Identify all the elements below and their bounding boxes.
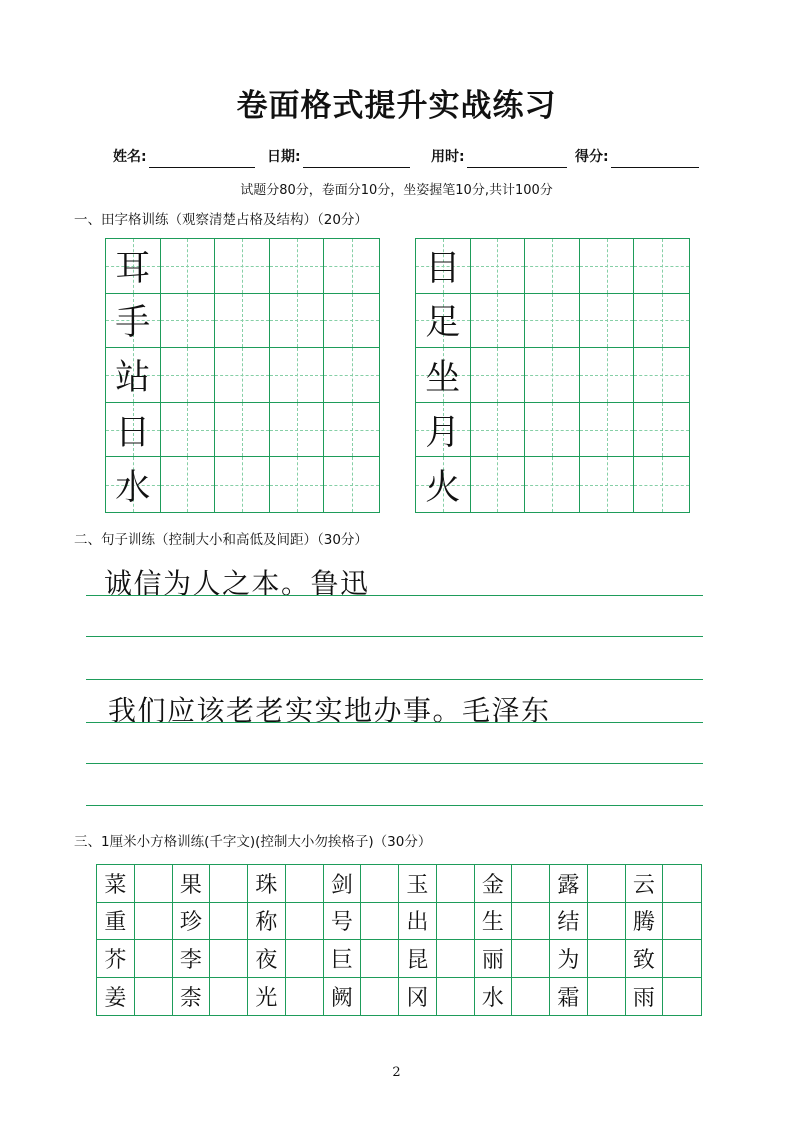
tianzige-cell[interactable] xyxy=(580,294,635,349)
tianzige-cell[interactable] xyxy=(215,239,270,294)
tianzige-cell[interactable] xyxy=(471,403,526,458)
model-char: 目 xyxy=(425,248,461,289)
grid-char: 霜 xyxy=(550,978,588,1016)
practice-cell[interactable] xyxy=(286,978,324,1016)
grid-char: 阙 xyxy=(324,978,362,1016)
model-char: 站 xyxy=(115,357,151,398)
score-label: 得分: xyxy=(575,149,609,165)
grid-char: 李 xyxy=(173,940,211,978)
writing-line[interactable] xyxy=(86,595,703,596)
tianzige-cell[interactable] xyxy=(525,239,580,294)
practice-cell[interactable] xyxy=(437,940,475,978)
tianzige-cell[interactable] xyxy=(215,348,270,403)
time-used-field[interactable] xyxy=(431,146,567,170)
practice-cell[interactable] xyxy=(588,903,626,941)
model-char: 耳 xyxy=(115,248,151,289)
writing-line[interactable] xyxy=(86,763,703,764)
tianzige-cell[interactable] xyxy=(161,294,216,349)
model-char: 水 xyxy=(115,467,151,508)
tianzige-cell[interactable] xyxy=(525,457,580,512)
tianzige-cell[interactable] xyxy=(580,457,635,512)
grid-char: 云 xyxy=(626,865,664,903)
writing-line[interactable] xyxy=(86,722,703,723)
model-char: 月 xyxy=(425,412,461,453)
model-char: 火 xyxy=(425,467,461,508)
tianzige-cell[interactable] xyxy=(270,403,325,458)
grid-char: 露 xyxy=(550,865,588,903)
name-underline xyxy=(149,167,255,168)
tianzige-cell[interactable] xyxy=(324,403,379,458)
grid-char: 夜 xyxy=(248,940,286,978)
practice-cell[interactable] xyxy=(210,940,248,978)
tianzige-cell[interactable] xyxy=(270,294,325,349)
practice-cell[interactable] xyxy=(210,978,248,1016)
section1-heading: 一、田字格训练（观察清楚占格及结构）（20分） xyxy=(74,212,368,228)
grid-char: 号 xyxy=(324,903,362,941)
tianzige-cell[interactable] xyxy=(106,239,161,294)
tianzige-cell[interactable] xyxy=(525,348,580,403)
grid-char: 珠 xyxy=(248,865,286,903)
practice-cell[interactable] xyxy=(135,903,173,941)
practice-cell[interactable] xyxy=(663,978,701,1016)
tianzige-cell[interactable] xyxy=(580,239,635,294)
name-field[interactable] xyxy=(113,146,255,170)
grid-char: 姜 xyxy=(97,978,135,1016)
time-used-underline xyxy=(467,167,567,168)
score-field[interactable] xyxy=(575,146,699,170)
tianzige-cell[interactable] xyxy=(471,294,526,349)
tianzige-cell[interactable] xyxy=(416,239,471,294)
practice-cell[interactable] xyxy=(135,940,173,978)
grid-char: 剑 xyxy=(324,865,362,903)
practice-cell[interactable] xyxy=(588,978,626,1016)
grid-char: 金 xyxy=(475,865,513,903)
model-char: 手 xyxy=(115,303,151,344)
practice-cell[interactable] xyxy=(361,940,399,978)
tianzige-cell[interactable] xyxy=(215,403,270,458)
tianzige-cell[interactable] xyxy=(416,348,471,403)
practice-cell[interactable] xyxy=(437,903,475,941)
tianzige-cell[interactable] xyxy=(270,348,325,403)
grid-char: 巨 xyxy=(324,940,362,978)
date-label: 日期: xyxy=(267,149,301,165)
practice-cell[interactable] xyxy=(588,940,626,978)
writing-line[interactable] xyxy=(86,679,703,680)
model-sentence-2: 我们应该老老实实地办事。毛泽东 xyxy=(108,694,551,727)
practice-cell[interactable] xyxy=(588,865,626,903)
tianzige-cell[interactable] xyxy=(270,239,325,294)
tianzige-cell[interactable] xyxy=(324,239,379,294)
tianzige-cell[interactable] xyxy=(525,294,580,349)
grid-char: 珍 xyxy=(173,903,211,941)
grid-char: 菜 xyxy=(97,865,135,903)
grid-char: 光 xyxy=(248,978,286,1016)
practice-cell[interactable] xyxy=(437,978,475,1016)
tianzige-cell[interactable] xyxy=(215,457,270,512)
tianzige-cell[interactable] xyxy=(324,457,379,512)
practice-cell[interactable] xyxy=(210,865,248,903)
score-underline xyxy=(611,167,699,168)
tianzige-cell[interactable] xyxy=(161,457,216,512)
tianzige-cell[interactable] xyxy=(471,457,526,512)
tianzige-cell[interactable] xyxy=(634,348,689,403)
time-used-label: 用时: xyxy=(431,149,465,165)
grid-char: 重 xyxy=(97,903,135,941)
tianzige-cell[interactable] xyxy=(161,403,216,458)
tianzige-cell[interactable] xyxy=(416,457,471,512)
tianzige-grid-left xyxy=(105,238,380,513)
tianzige-cell[interactable] xyxy=(106,294,161,349)
score-description: 试题分80分，卷面分10分，坐姿握笔10分,共计100分 xyxy=(240,183,553,198)
practice-cell[interactable] xyxy=(512,978,550,1016)
grid-char: 昆 xyxy=(399,940,437,978)
name-label: 姓名: xyxy=(113,149,147,165)
practice-cell[interactable] xyxy=(361,865,399,903)
tianzige-cell[interactable] xyxy=(580,348,635,403)
grid-char: 玉 xyxy=(399,865,437,903)
writing-line[interactable] xyxy=(86,805,703,806)
tianzige-cell[interactable] xyxy=(215,294,270,349)
grid-char: 为 xyxy=(550,940,588,978)
tianzige-cell[interactable] xyxy=(634,457,689,512)
grid-char: 致 xyxy=(626,940,664,978)
practice-cell[interactable] xyxy=(512,940,550,978)
writing-line[interactable] xyxy=(86,636,703,637)
practice-cell[interactable] xyxy=(361,978,399,1016)
grid-char: 果 xyxy=(173,865,211,903)
tianzige-cell[interactable] xyxy=(634,294,689,349)
section2-heading: 二、句子训练（控制大小和高低及间距）（30分） xyxy=(74,532,368,548)
tianzige-cell[interactable] xyxy=(270,457,325,512)
tianzige-cell[interactable] xyxy=(416,294,471,349)
tianzige-cell[interactable] xyxy=(106,348,161,403)
tianzige-cell[interactable] xyxy=(634,403,689,458)
practice-cell[interactable] xyxy=(663,865,701,903)
date-underline xyxy=(303,167,410,168)
tianzige-cell[interactable] xyxy=(106,457,161,512)
model-char: 日 xyxy=(115,412,151,453)
grid-char: 结 xyxy=(550,903,588,941)
date-field[interactable] xyxy=(267,146,410,170)
model-sentence-1: 诚信为人之本。鲁迅 xyxy=(104,567,370,600)
tianzige-cell[interactable] xyxy=(324,294,379,349)
tianzige-cell[interactable] xyxy=(525,403,580,458)
tianzige-grid-right xyxy=(415,238,690,513)
tianzige-cell[interactable] xyxy=(416,403,471,458)
grid-char: 雨 xyxy=(626,978,664,1016)
grid-char: 腾 xyxy=(626,903,664,941)
practice-cell[interactable] xyxy=(512,903,550,941)
grid-char: 丽 xyxy=(475,940,513,978)
grid-char: 芥 xyxy=(97,940,135,978)
page-title: 卷面格式提升实战练习 xyxy=(236,88,557,124)
section3-heading: 三、1厘米小方格训练(千字文)(控制大小勿挨格子)（30分） xyxy=(74,834,432,850)
practice-cell[interactable] xyxy=(361,903,399,941)
grid-char: 称 xyxy=(248,903,286,941)
grid-char: 水 xyxy=(475,978,513,1016)
practice-cell[interactable] xyxy=(663,940,701,978)
tianzige-cell[interactable] xyxy=(161,239,216,294)
tianzige-cell[interactable] xyxy=(471,348,526,403)
practice-cell[interactable] xyxy=(135,978,173,1016)
model-char: 坐 xyxy=(425,357,461,398)
practice-cell[interactable] xyxy=(286,903,324,941)
tianzige-cell[interactable] xyxy=(634,239,689,294)
tianzige-cell[interactable] xyxy=(324,348,379,403)
practice-cell[interactable] xyxy=(286,940,324,978)
practice-cell[interactable] xyxy=(210,903,248,941)
practice-cell[interactable] xyxy=(135,865,173,903)
practice-cell[interactable] xyxy=(512,865,550,903)
page-number: 2 xyxy=(392,1065,401,1080)
model-char: 足 xyxy=(425,303,461,344)
tianzige-cell[interactable] xyxy=(161,348,216,403)
tianzige-cell[interactable] xyxy=(471,239,526,294)
practice-cell[interactable] xyxy=(437,865,475,903)
grid-char: 柰 xyxy=(173,978,211,1016)
grid-char: 生 xyxy=(475,903,513,941)
tianzige-cell[interactable] xyxy=(580,403,635,458)
tianzige-cell[interactable] xyxy=(106,403,161,458)
practice-cell[interactable] xyxy=(663,903,701,941)
grid-char: 出 xyxy=(399,903,437,941)
small-square-grid xyxy=(96,864,702,1016)
grid-char: 冈 xyxy=(399,978,437,1016)
practice-cell[interactable] xyxy=(286,865,324,903)
